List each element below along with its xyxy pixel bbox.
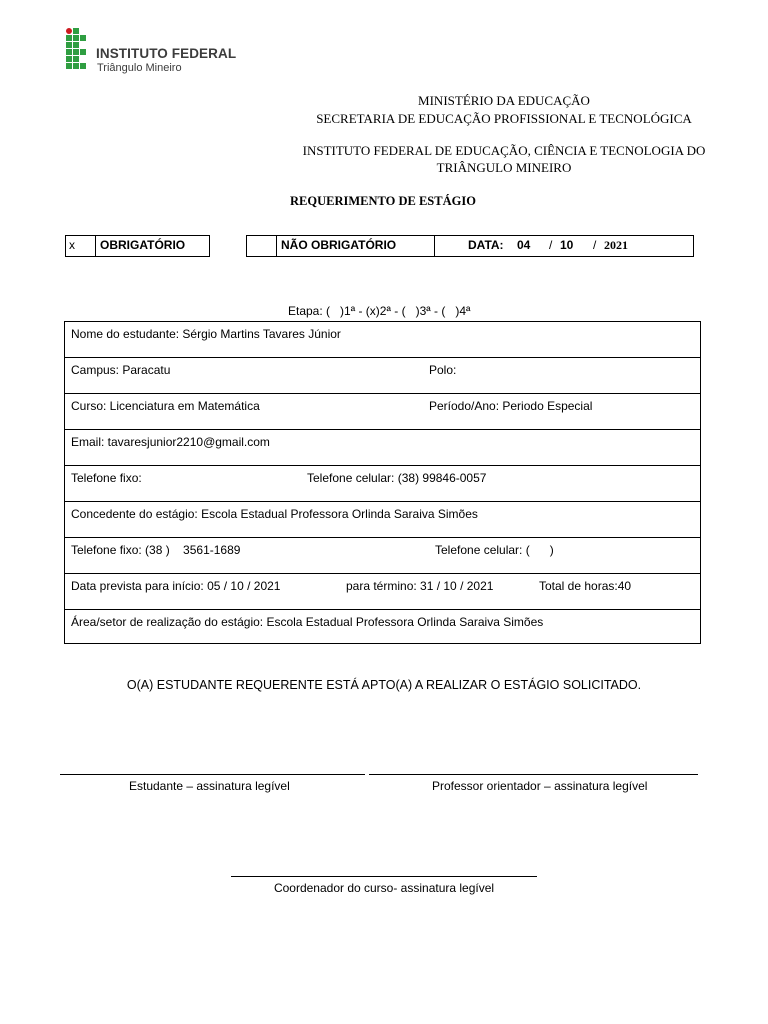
telefone-celular-field[interactable]: Telefone celular: (38) 99846-0057 xyxy=(307,471,487,485)
date-day[interactable]: 04 xyxy=(517,238,531,252)
nao-obrigatorio-box xyxy=(246,235,694,257)
date-label: DATA: xyxy=(468,238,504,252)
date-separator: / xyxy=(593,238,597,252)
obrigatorio-checkbox[interactable]: x xyxy=(69,238,75,252)
concedente-field[interactable]: Concedente do estágio: Escola Estadual Professora Orlinda Saraiva Simões xyxy=(71,507,478,521)
form-row-nome xyxy=(65,322,700,358)
area-field[interactable]: Área/setor de realização do estágio: Escola Estadual Professora Orlinda Saraiva Simões xyxy=(71,615,544,629)
student-form-table xyxy=(64,321,701,644)
student-signature-line[interactable] xyxy=(60,774,365,775)
form-row-datas xyxy=(65,574,700,610)
institution-logo xyxy=(66,28,236,74)
form-row-concedente-telefones xyxy=(65,538,700,574)
nao-obrigatorio-checkbox[interactable] xyxy=(250,236,275,256)
document-title: REQUERIMENTO DE ESTÁGIO xyxy=(290,194,476,208)
aptitude-statement: O(A) ESTUDANTE REQUERENTE ESTÁ APTO(A) A REALIZAR O ESTÁGIO SOLICITADO. xyxy=(126,678,642,692)
advisor-signature-line[interactable] xyxy=(369,774,698,775)
obrigatorio-box xyxy=(65,235,210,257)
campus-field[interactable]: Campus: Paracatu xyxy=(71,363,171,377)
form-row-telefones xyxy=(65,466,700,502)
logo-subtitle: Triângulo Mineiro xyxy=(97,62,182,74)
nao-obrigatorio-label: NÃO OBRIGATÓRIO xyxy=(281,238,397,252)
form-row-email xyxy=(65,430,700,466)
form-row-concedente xyxy=(65,502,700,538)
header-secretariat: SECRETARIA DE EDUCAÇÃO PROFISSIONAL E TECNOLÓGICA xyxy=(316,111,692,126)
form-row-curso xyxy=(65,394,700,430)
email-field[interactable]: Email: tavaresjunior2210@gmail.com xyxy=(71,435,270,449)
total-horas-field[interactable]: Total de horas:40 xyxy=(539,579,632,593)
data-inicio-field[interactable]: Data prevista para início: 05 / 10 / 2021 xyxy=(71,579,281,593)
etapa-selector[interactable]: Etapa: ( )1ª - (x)2ª - ( )3ª - ( )4ª xyxy=(288,304,471,318)
student-signature-label: Estudante – assinatura legível xyxy=(129,779,290,793)
coordinator-signature-line[interactable] xyxy=(231,876,537,877)
header-ministry: MINISTÉRIO DA EDUCAÇÃO xyxy=(418,93,590,108)
date-month[interactable]: 10 xyxy=(560,238,574,252)
coordinator-signature-label: Coordenador do curso- assinatura legível xyxy=(273,881,495,895)
concedente-telefone-fixo-field[interactable]: Telefone fixo: (38 ) 3561-1689 xyxy=(71,543,241,557)
form-row-campus xyxy=(65,358,700,394)
logo-grid-icon xyxy=(66,28,86,72)
concedente-telefone-celular-field[interactable]: Telefone celular: ( ) xyxy=(435,543,554,557)
obrigatorio-label: OBRIGATÓRIO xyxy=(100,238,186,252)
date-separator: / xyxy=(549,238,553,252)
periodo-field[interactable]: Período/Ano: Periodo Especial xyxy=(429,399,593,413)
advisor-signature-label: Professor orientador – assinatura legível xyxy=(432,779,648,793)
telefone-fixo-field[interactable]: Telefone fixo: xyxy=(71,471,142,485)
logo-title: INSTITUTO FEDERAL xyxy=(96,46,237,61)
polo-field[interactable]: Polo: xyxy=(429,363,457,377)
date-year[interactable]: 2021 xyxy=(604,238,628,252)
nome-field[interactable]: Nome do estudante: Sérgio Martins Tavares Júnior xyxy=(71,327,341,341)
form-row-area xyxy=(65,610,700,646)
data-termino-field[interactable]: para término: 31 / 10 / 2021 xyxy=(346,579,494,593)
curso-field[interactable]: Curso: Licenciatura em Matemática xyxy=(71,399,260,413)
header-institute: INSTITUTO FEDERAL DE EDUCAÇÃO, CIÊNCIA E TECNOLOGIA DO xyxy=(302,143,706,158)
header-institute-region: TRIÂNGULO MINEIRO xyxy=(436,160,572,175)
